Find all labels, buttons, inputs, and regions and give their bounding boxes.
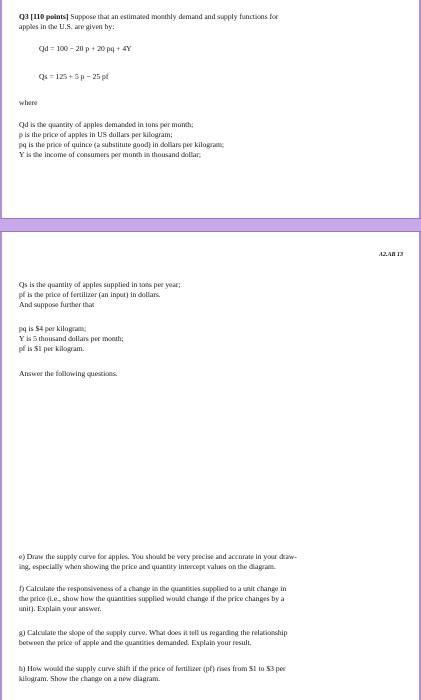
part-f-line2: the price (i.e., show how the quantities supplied would change if the price changes by a: [19, 594, 285, 603]
question-intro: Suppose that an estimated monthly demand and supply functions for: [70, 12, 279, 21]
definition-p: p is the price of apples in US dollars per kilogram;: [19, 130, 173, 139]
part-f-line1: f) Calculate the responsiveness of a change in the quantities supplied to a unit change in: [19, 584, 287, 593]
supply-equation: Qs = 125 + 5 p − 25 pf: [39, 72, 109, 81]
bottom-sheet: [0, 232, 421, 700]
definition-pq: pq is the price of quince (a substitute good) in dollars per kilogram;: [19, 140, 224, 149]
given-pf: pf is $1 per kilogram.: [19, 344, 85, 353]
part-e-line1: e) Draw the supply curve for apples. You should be very precise and accurate in your draw-: [19, 552, 297, 561]
page-number: A2.AB 13: [378, 252, 403, 258]
part-g-line2: between the price of apple and the quantities demanded. Explain your result.: [19, 638, 252, 647]
demand-equation: Qd = 100 − 20 p + 20 pq + 4Y: [39, 44, 132, 53]
page-divider: [0, 218, 421, 232]
question-heading-line: [19, 12, 278, 22]
suppose-further: And suppose further that: [19, 300, 95, 309]
definition-qs: Qs is the quantity of apples supplied in tons per year;: [19, 280, 181, 289]
part-h-line2: kilogram. Show the change on a new diagram.: [19, 674, 161, 683]
part-f-line3: unit). Explain your answer.: [19, 604, 102, 613]
question-intro-2: apples in the U.S. are given by:: [19, 22, 115, 31]
definition-qd: Qd is the quantity of apples demanded in tons per month;: [19, 120, 194, 129]
top-sheet: [0, 0, 421, 218]
given-y: Y is 5 thousand dollars per month;: [19, 334, 124, 343]
definition-pf: pf is the price of fertilizer (an input) in dollars.: [19, 290, 161, 299]
part-g-line1: g) Calculate the slope of the supply curve. What does it tell us regarding the relationship: [19, 628, 288, 637]
instruction: Answer the following questions.: [19, 369, 118, 378]
part-e-line2: ing, especially when showing the price and quantity intercept values on the diagram.: [19, 562, 276, 571]
question-heading: Q3 [110 points]: [19, 12, 69, 21]
part-h-line1: h) How would the supply curve shift if the price of fertilizer (pf) rises from $1 to $3 per: [19, 664, 286, 673]
definition-y: Y is the income of consumers per month in thousand dollar;: [19, 150, 201, 159]
where-label: where: [19, 98, 38, 107]
given-pq: pq is $4 per kilogram;: [19, 324, 87, 333]
